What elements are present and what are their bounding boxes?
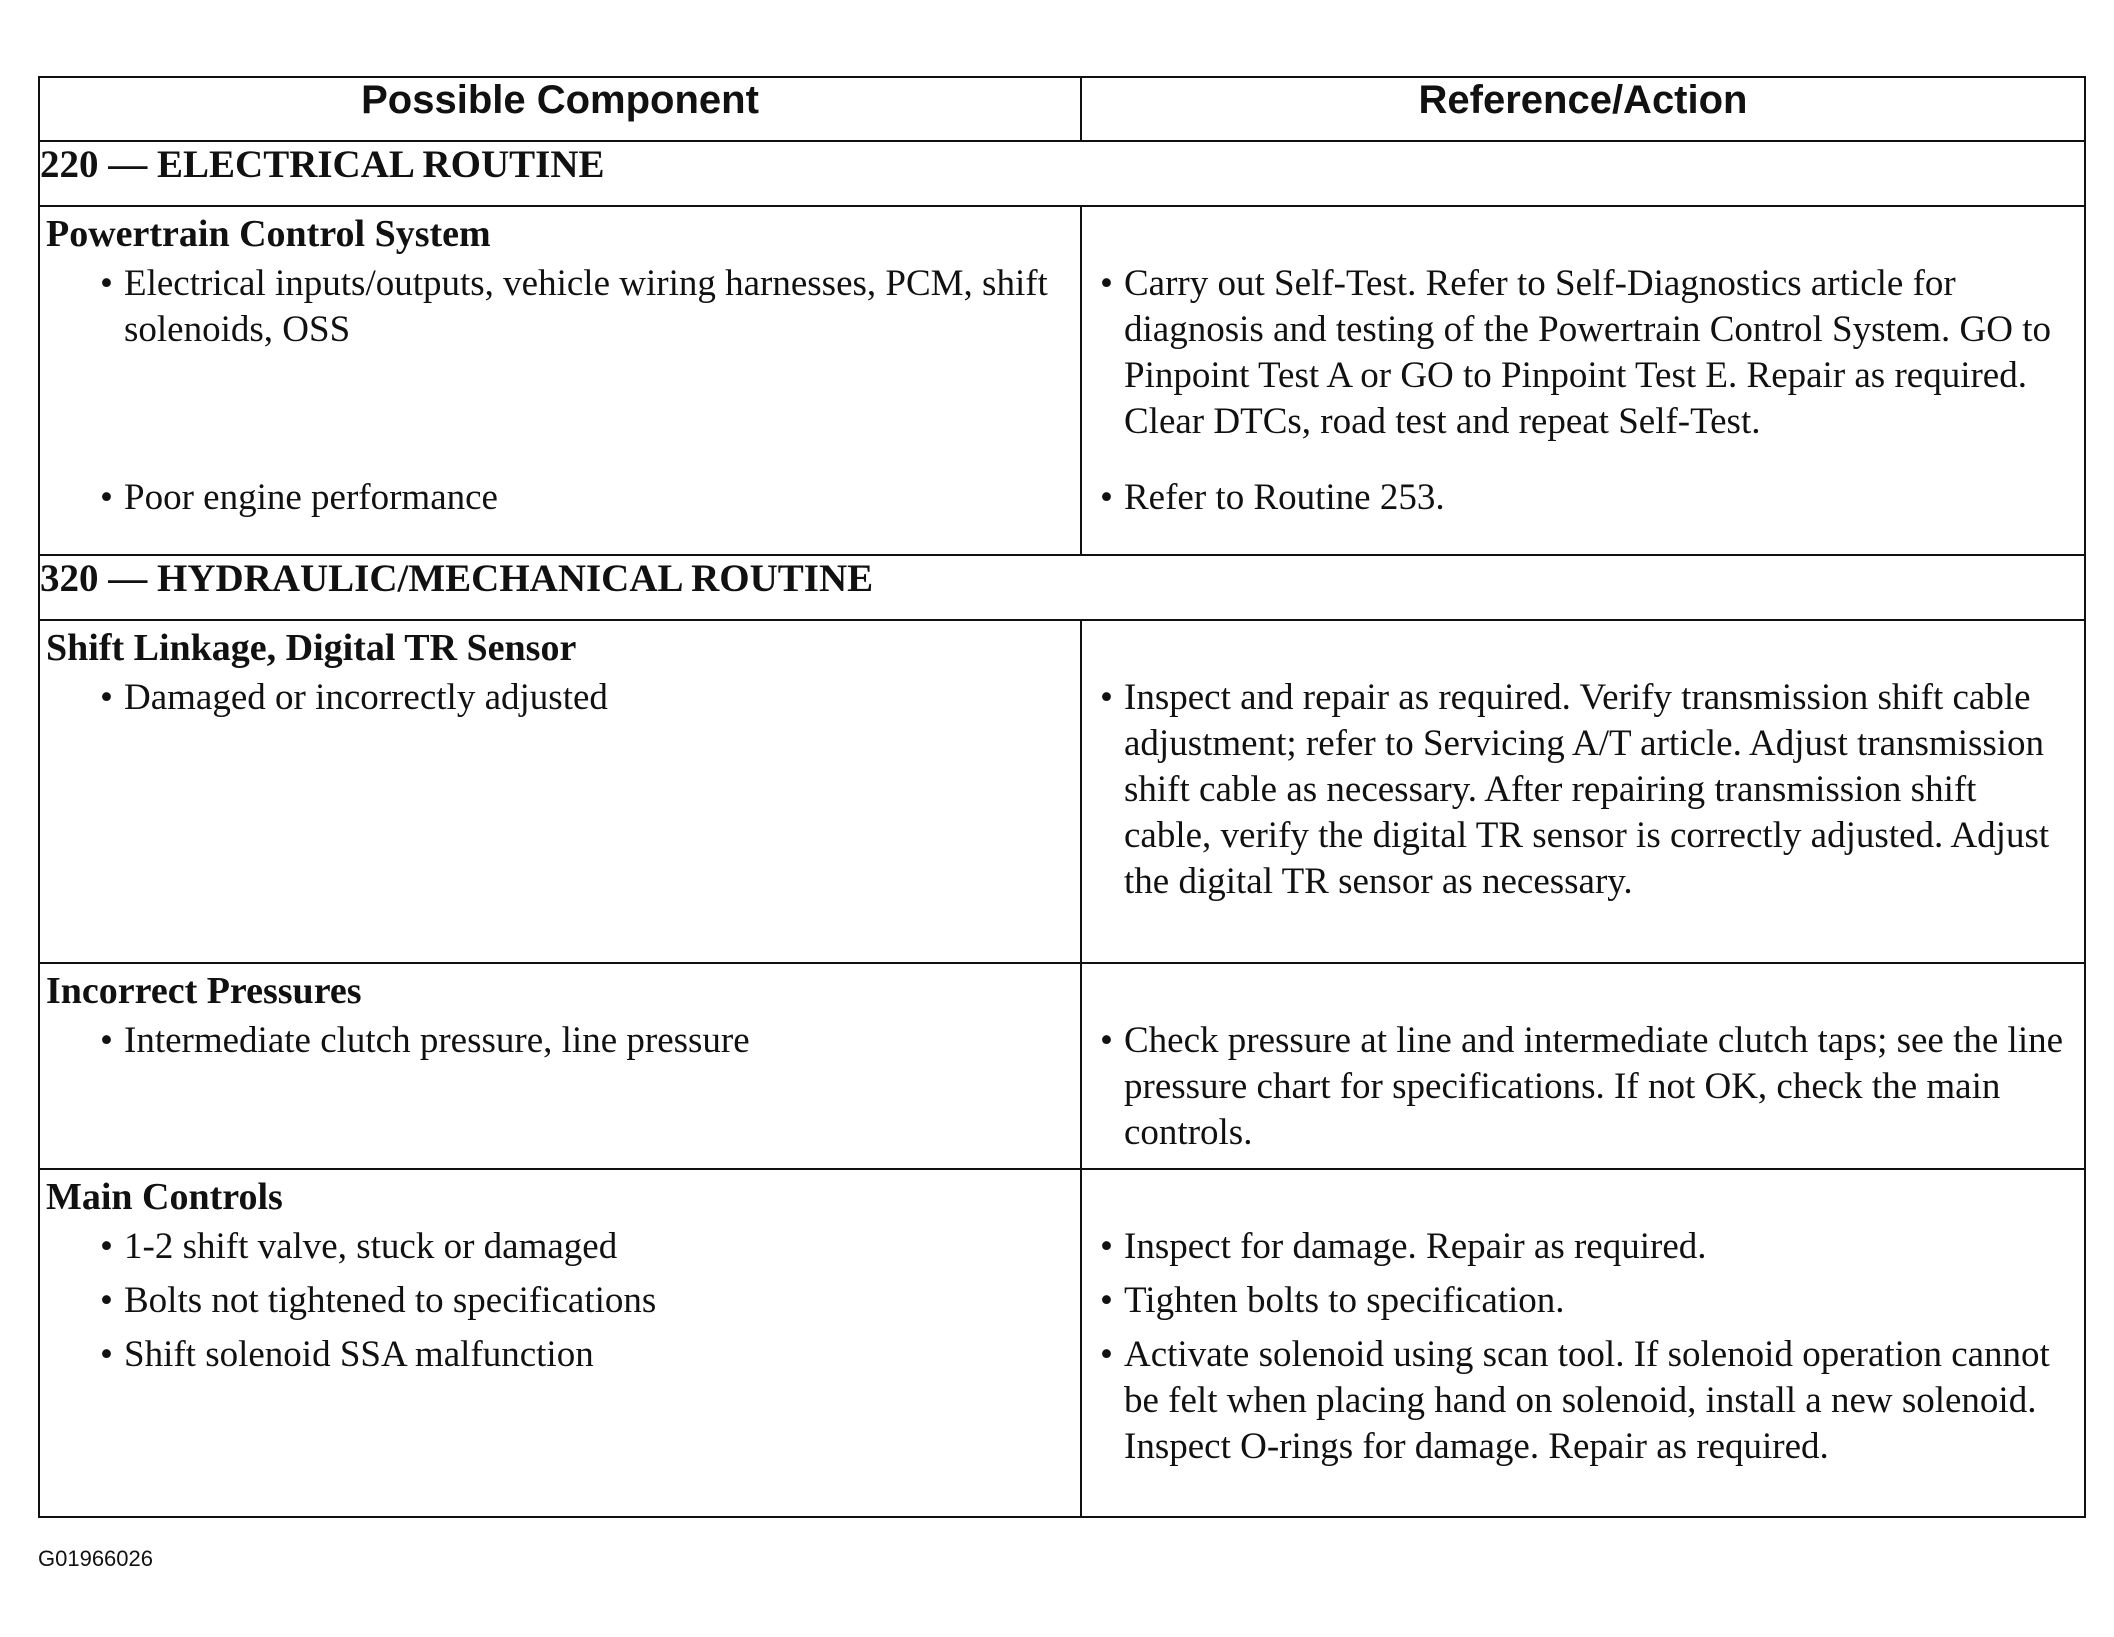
bullet-icon: • [1100,1020,1113,1061]
bullet-icon: • [100,477,113,518]
figure-code: G01966026 [38,1546,153,1571]
action-text: Inspect and repair as required. Verify transmission shift cable adjustment; refer to Servicing A/T article. Adjust transmission shift cable as necessary. After repairing transmission shift cable, verify the digital TR sensor is correctly adjusted. Adjust the digital TR sensor as necessary. [1124,677,2050,902]
action-text: Carry out Self-Test. Refer to Self-Diagnostics article for diagnosis and testing of the Powertrain Control System. GO to Pinpoint Test A or GO to Pinpoint Test E. Repair as required. Clear DTCs, road test and repeat Self-Test. [1124,263,2051,442]
column-header-component: Possible Component [39,77,1081,141]
bullet-icon: • [100,1020,113,1061]
component-item [40,675,1080,721]
action-item [1082,475,2084,521]
bullet-icon: • [1100,1280,1113,1321]
column-header-action: Reference/Action [1081,77,2085,141]
section-title: 320 — HYDRAULIC/MECHANICAL ROUTINE [39,555,2085,620]
group-row [39,1169,2085,1517]
component-text: Electrical inputs/outputs, vehicle wiring harnesses, PCM, shift solenoids, OSS [124,263,1048,350]
component-item [40,475,1080,521]
action-item [1082,1018,2084,1156]
action-cell [1081,206,2085,555]
action-text: Refer to Routine 253. [1124,477,1445,518]
bullet-icon: • [1100,677,1113,718]
group-title: Powertrain Control System [46,213,491,255]
bullet-icon: • [100,1334,113,1375]
component-item [40,1224,1080,1278]
action-item [1082,261,2084,475]
bullet-icon: • [1100,1226,1113,1267]
component-text: Shift solenoid SSA malfunction [124,1334,594,1375]
section-title: 220 — ELECTRICAL ROUTINE [39,141,2085,206]
bullet-icon: • [100,1226,113,1267]
action-item [1082,1278,2084,1332]
group-row [39,206,2085,555]
bullet-icon: • [100,263,113,304]
action-item [1082,1224,2084,1278]
component-text: Bolts not tightened to specifications [124,1280,657,1321]
section-row [39,141,2085,206]
component-cell [39,620,1081,963]
component-text: Damaged or incorrectly adjusted [124,677,608,718]
action-item [1082,675,2084,905]
component-cell [39,1169,1081,1517]
header-row [39,77,2085,141]
component-text: Intermediate clutch pressure, line pressure [124,1020,750,1061]
component-item [40,1332,1080,1378]
component-text: 1-2 shift valve, stuck or damaged [124,1226,618,1267]
group-title: Main Controls [46,1176,283,1218]
group-title: Shift Linkage, Digital TR Sensor [46,627,577,669]
bullet-icon: • [100,677,113,718]
diagnosis-table [38,76,2086,1518]
bullet-icon: • [1100,477,1113,518]
component-item [40,1018,1080,1064]
component-cell [39,963,1081,1169]
action-text: Tighten bolts to specification. [1124,1280,1565,1321]
component-item [40,1278,1080,1332]
group-title: Incorrect Pressures [46,970,362,1012]
action-text: Activate solenoid using scan tool. If solenoid operation cannot be felt when placing hand on solenoid, install a new solenoid. Inspect O-rings for damage. Repair as required. [1124,1334,2050,1467]
component-cell [39,206,1081,555]
section-row [39,555,2085,620]
bullet-icon: • [1100,263,1113,304]
action-text: Check pressure at line and intermediate clutch taps; see the line pressure chart for specifications. If not OK, check the main controls. [1124,1020,2064,1153]
bullet-icon: • [100,1280,113,1321]
action-cell [1081,963,2085,1169]
action-item [1082,1332,2084,1470]
component-item [40,261,1080,475]
action-cell [1081,620,2085,963]
action-cell [1081,1169,2085,1517]
group-row [39,620,2085,963]
bullet-icon: • [1100,1334,1113,1375]
component-text: Poor engine performance [124,477,498,518]
action-text: Inspect for damage. Repair as required. [1124,1226,1707,1267]
group-row [39,963,2085,1169]
